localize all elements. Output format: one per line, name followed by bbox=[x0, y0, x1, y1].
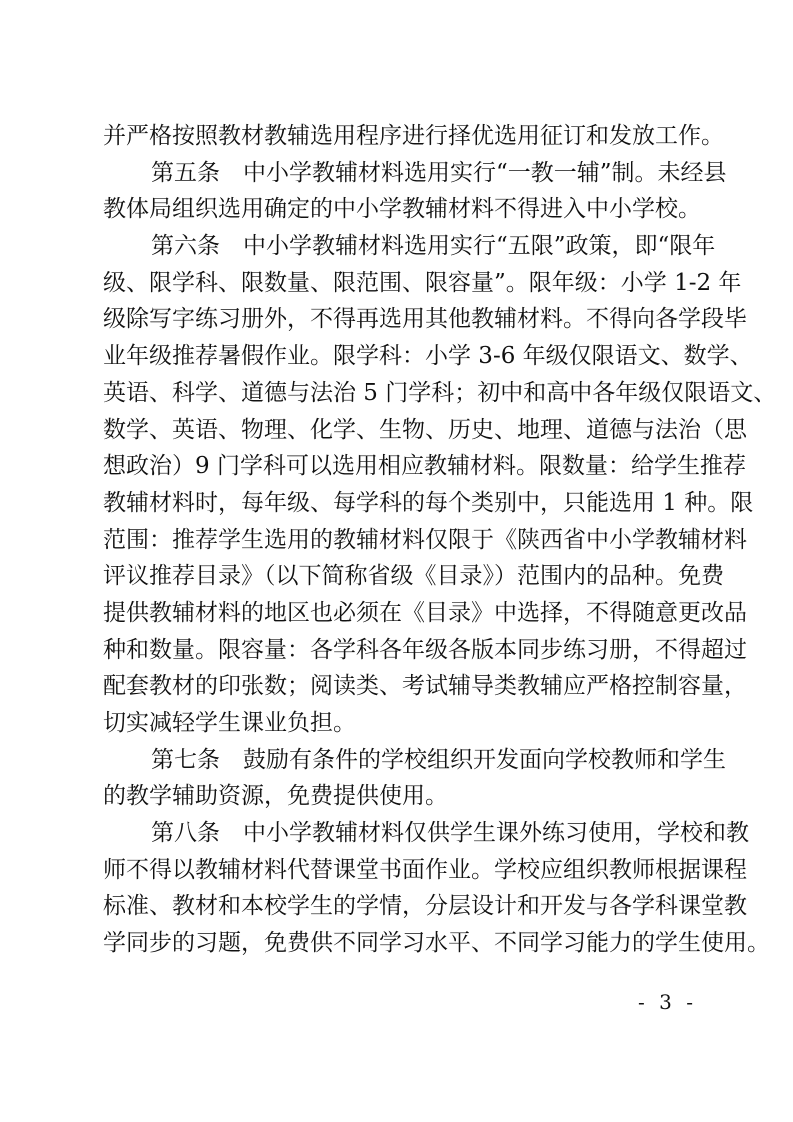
text-line: 的教学辅助资源，免费提供使用。 bbox=[103, 783, 448, 810]
text-line: 第五条 中小学教辅材料选用实行“一教一辅”制。未经县 bbox=[151, 159, 727, 186]
text-line: 种和数量。限容量：各学科各年级各版本同步练习册，不得超过 bbox=[103, 636, 747, 663]
text-line: 标准、教材和本校学生的学情，分层设计和开发与各学科课堂教 bbox=[103, 893, 747, 920]
page-number: - 3 - bbox=[638, 990, 697, 1014]
text-line: 并严格按照教材教辅选用程序进行择优选用征订和发放工作。 bbox=[103, 123, 724, 149]
text-line: 想政治）9 门学科可以选用相应教辅材料。限数量：给学生推荐 bbox=[103, 453, 746, 480]
paragraph bbox=[103, 228, 777, 742]
text-line: 学同步的习题，免费供不同学习水平、不同学习能力的学生使用。 bbox=[103, 930, 770, 957]
text-line: 数学、英语、物理、化学、生物、历史、地理、道德与法治（思 bbox=[103, 416, 747, 443]
text-line: 提供教辅材料的地区也必须在《目录》中选择，不得随意更改品 bbox=[103, 599, 747, 626]
document-body bbox=[103, 118, 777, 962]
text-line: 师不得以教辅材料代替课堂书面作业。学校应组织教师根据课程 bbox=[103, 856, 747, 883]
text-line: 第八条 中小学教辅材料仅供学生课外练习使用，学校和教 bbox=[151, 820, 749, 847]
text-line: 教体局组织选用确定的中小学教辅材料不得进入中小学校。 bbox=[103, 196, 701, 223]
text-line: 第六条 中小学教辅材料选用实行“五限”政策，即“限年 bbox=[151, 233, 716, 260]
text-line: 教辅材料时，每年级、每学科的每个类别中，只能选用 1 种。限 bbox=[103, 489, 754, 516]
text-line: 配套教材的印张数；阅读类、考试辅导类教辅应严格控制容量， bbox=[103, 673, 747, 700]
text-line: 英语、科学、道德与法治 5 门学科；初中和高中各年级仅限语文、 bbox=[103, 379, 777, 406]
paragraph bbox=[103, 155, 727, 228]
text-line: 级、限学科、限数量、限范围、限容量”。限年级：小学 1-2 年 bbox=[103, 269, 742, 296]
paragraph bbox=[103, 815, 770, 962]
paragraph bbox=[103, 742, 726, 815]
paragraph bbox=[103, 118, 724, 155]
text-line: 第七条 鼓励有条件的学校组织开发面向学校教师和学生 bbox=[151, 746, 726, 773]
text-line: 业年级推荐暑假作业。限学科：小学 3-6 年级仅限语文、数学、 bbox=[103, 343, 753, 370]
text-line: 切实减轻学生课业负担。 bbox=[103, 710, 356, 736]
text-line: 级除写字练习册外，不得再选用其他教辅材料。不得向各学段毕 bbox=[103, 306, 747, 333]
text-line: 评议推荐目录》（以下简称省级《目录》）范围内的品种。免费 bbox=[103, 563, 724, 590]
text-line: 范围：推荐学生选用的教辅材料仅限于《陕西省中小学教辅材料 bbox=[103, 526, 747, 553]
